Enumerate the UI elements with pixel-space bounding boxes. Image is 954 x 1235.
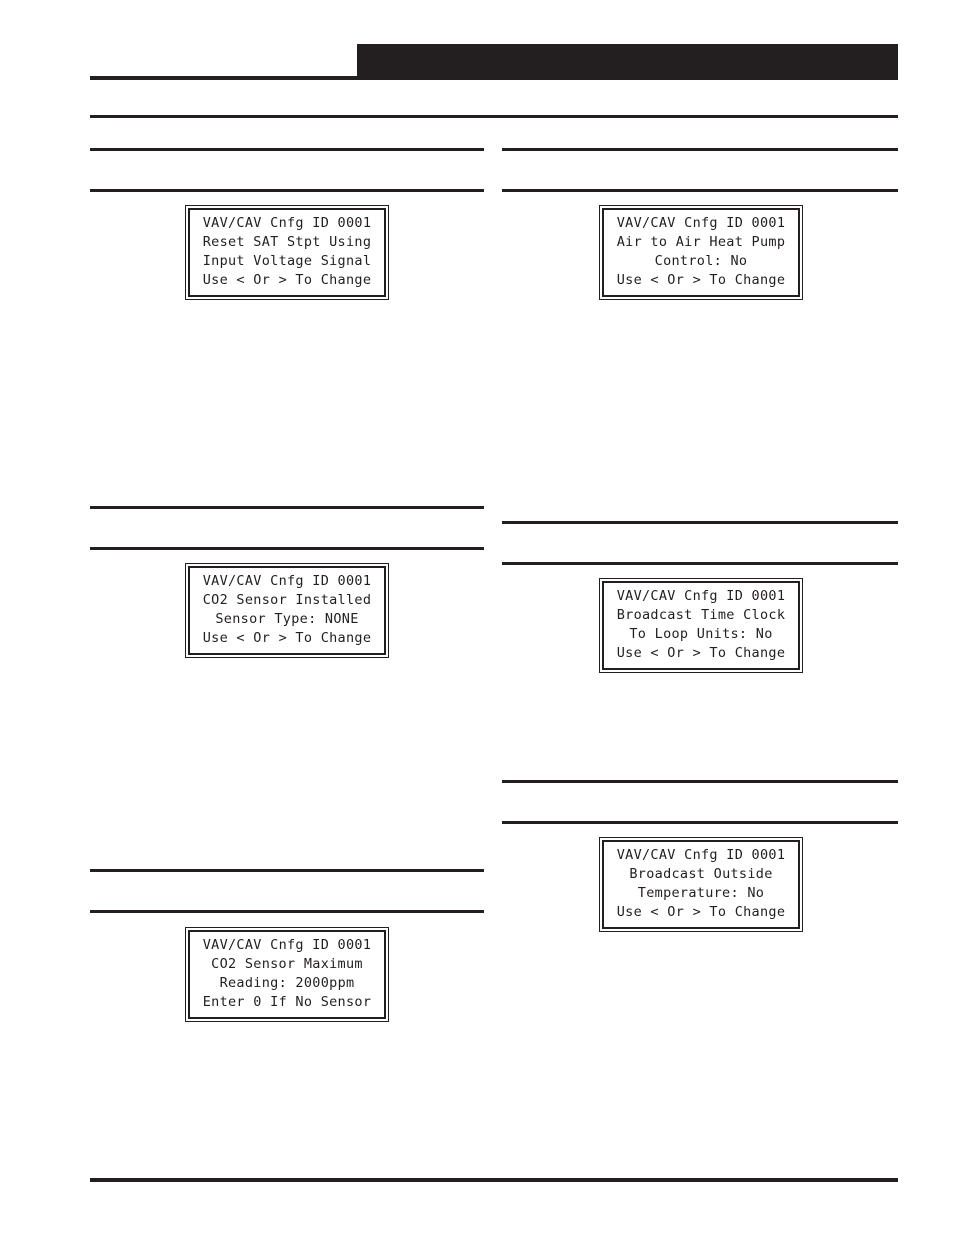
lcd-line: To Loop Units: No: [629, 626, 773, 642]
lcd-line: Use < Or > To Change: [616, 904, 786, 920]
header-bar: [357, 44, 898, 80]
section-rule: [502, 821, 898, 824]
lcd-line: Use < Or > To Change: [616, 272, 786, 288]
section-rule: [502, 562, 898, 565]
lcd-line: VAV/CAV Cnfg ID 0001: [202, 573, 372, 589]
lcd-screen-co2-maximum: [185, 927, 389, 1022]
lcd-line: Use < Or > To Change: [202, 630, 372, 646]
lcd-line: Use < Or > To Change: [616, 645, 786, 661]
lcd-line: Sensor Type: NONE: [215, 611, 359, 627]
lcd-line: Reading: 2000ppm: [219, 975, 355, 991]
lcd-line: Reset SAT Stpt Using: [202, 234, 372, 250]
lcd-line: CO2 Sensor Installed: [202, 592, 372, 608]
lcd-line: VAV/CAV Cnfg ID 0001: [202, 215, 372, 231]
lcd-line: VAV/CAV Cnfg ID 0001: [616, 588, 786, 604]
lcd-line: VAV/CAV Cnfg ID 0001: [616, 847, 786, 863]
section-rule: [90, 148, 484, 151]
section-rule: [502, 780, 898, 783]
lcd-line: Control: No: [654, 253, 748, 269]
lcd-line: Use < Or > To Change: [202, 272, 372, 288]
lcd-line: Broadcast Time Clock: [616, 607, 786, 623]
lcd-screen-reset-sat: [185, 205, 389, 300]
header-rule: [90, 76, 357, 80]
section-rule: [90, 910, 484, 913]
lcd-line: Air to Air Heat Pump: [616, 234, 786, 250]
lcd-line: Broadcast Outside: [629, 866, 773, 882]
section-rule: [90, 506, 484, 509]
lcd-line: Temperature: No: [637, 885, 765, 901]
section-rule: [90, 189, 484, 192]
lcd-line: VAV/CAV Cnfg ID 0001: [202, 937, 372, 953]
top-divider: [90, 115, 898, 118]
section-rule: [502, 521, 898, 524]
lcd-line: Input Voltage Signal: [202, 253, 372, 269]
lcd-screen-heat-pump: [599, 205, 803, 300]
lcd-screen-co2-installed: [185, 563, 389, 658]
section-rule: [502, 189, 898, 192]
footer-rule: [90, 1178, 898, 1182]
section-rule: [502, 148, 898, 151]
lcd-screen-outside-temp: [599, 837, 803, 932]
lcd-line: CO2 Sensor Maximum: [211, 956, 363, 972]
lcd-line: VAV/CAV Cnfg ID 0001: [616, 215, 786, 231]
lcd-screen-time-clock: [599, 578, 803, 673]
section-rule: [90, 547, 484, 550]
section-rule: [90, 869, 484, 872]
lcd-line: Enter 0 If No Sensor: [202, 994, 372, 1010]
